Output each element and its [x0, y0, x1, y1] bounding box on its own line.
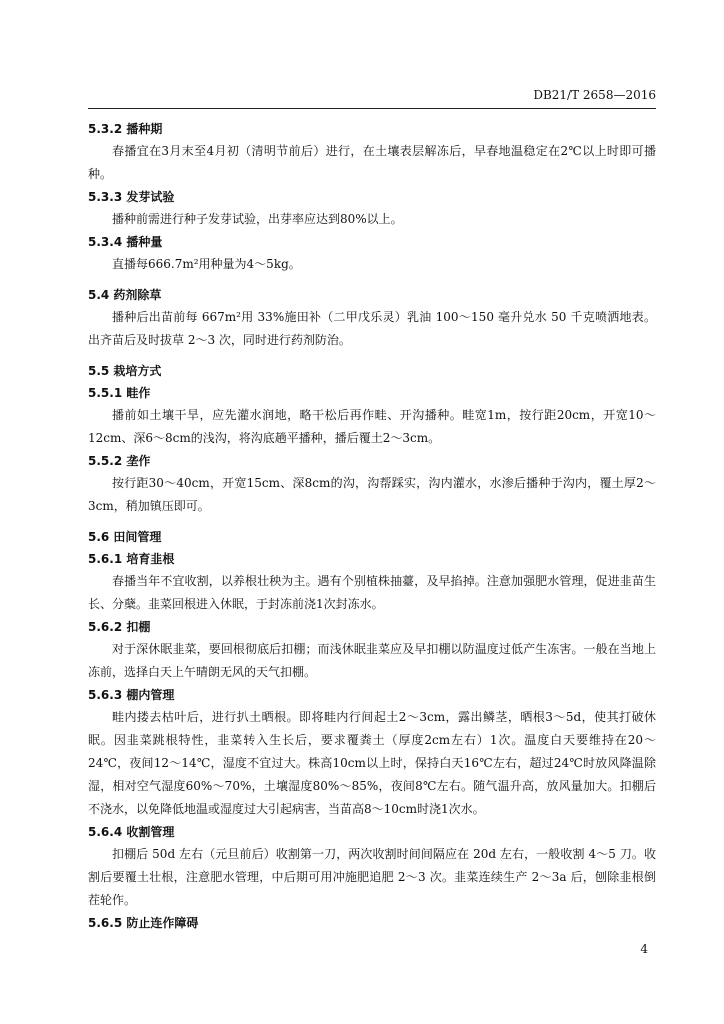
section-paragraph: 对于深休眠韭菜，要回根彻底后扣棚；而浅休眠韭菜应及早扣棚以防温度过低产生冻害。一般在当地上冻前，选择白天上午晴朗无风的天气扣棚。	[88, 642, 656, 679]
section-paragraph: 播前如土壤干旱，应先灌水润地，略干松后再作畦、开沟播种。畦宽1m，按行距20cm，开宽10～12cm、深6～8cm的浅沟，将沟底趟平播种，播后覆土2～3cm。	[88, 408, 656, 445]
section-paragraph: 按行距30～40cm，开宽15cm、深8cm的沟，沟帮踩实，沟内灌水，水渗后播种于沟内，覆土厚2～3cm，稍加镇压即可。	[88, 476, 656, 513]
header-rule	[88, 108, 656, 109]
section-heading: 5.6.3 棚内管理	[88, 688, 175, 702]
standard-code-header: DB21/T 2658—2016	[533, 88, 656, 102]
section-heading: 5.3.3 发芽试验	[88, 190, 175, 204]
section-paragraph: 播种后出苗前每 667m²用 33%施田补（二甲戊乐灵）乳油 100～150 毫升兑水 50 千克喷洒地表。出齐苗后及时拔草 2～3 次，同时进行药剂防治。	[88, 310, 656, 347]
section-heading: 5.6.5 防止连作障碍	[88, 916, 199, 930]
section-heading: 5.6.4 收割管理	[88, 825, 175, 839]
section-heading: 5.4 药剂除草	[88, 288, 162, 302]
section-paragraph: 春播宜在3月末至4月初（清明节前后）进行，在土壤表层解冻后，早春地温稳定在2℃以上时即可播种。	[88, 144, 656, 181]
section-paragraph: 直播每666.7m²用种量为4～5kg。	[112, 257, 301, 271]
section-heading: 5.5 栽培方式	[88, 364, 162, 378]
section-paragraph: 春播当年不宜收割，以养根壮秧为主。遇有个别植株抽薹，及早掐掉。注意加强肥水管理，促进韭苗生长、分蘖。韭菜回根进入休眠，于封冻前浇1次封冻水。	[88, 574, 656, 611]
section-heading: 5.5.1 畦作	[88, 386, 151, 400]
section-paragraph: 扣棚后 50d 左右（元旦前后）收割第一刀，两次收割时间间隔应在 20d 左右，一般收割 4～5 刀。收割后要覆土壮根，注意肥水管理，中后期可用冲施肥追肥 2～3 次。韭菜连续生产 2～3a 后，刨除韭根倒茬轮作。	[88, 847, 656, 907]
section-heading: 5.3.4 播种量	[88, 235, 163, 249]
document-body	[88, 118, 656, 934]
section-heading: 5.6.2 扣棚	[88, 620, 151, 634]
section-heading: 5.5.2 垄作	[88, 454, 151, 468]
section-paragraph: 畦内搂去枯叶后，进行扒土晒根。即将畦内行间起土2～3cm，露出鳞茎，晒根3～5d，使其打破休眠。因韭菜跳根特性，韭菜转入生长后，要求覆粪土（厚度2cm左右）1次。温度白天要维持在20～24℃，夜间12～14℃，湿度不宜过大。株高10cm以上时，保持白天16℃左右，超过24℃时放风降温除湿，相对空气湿度60%～70%，土壤湿度80%～85%，夜间8℃左右。随气温升高，放风量加大。扣棚后不浇水，以免降低地温或湿度过大引起病害，当苗高8～10cm时浇1次水。	[88, 710, 656, 816]
section-paragraph: 播种前需进行种子发芽试验，出芽率应达到80%以上。	[112, 212, 403, 226]
page-number: 4	[640, 942, 648, 956]
section-heading: 5.6 田间管理	[88, 530, 162, 544]
section-heading: 5.3.2 播种期	[88, 122, 163, 136]
section-heading: 5.6.1 培育韭根	[88, 552, 175, 566]
